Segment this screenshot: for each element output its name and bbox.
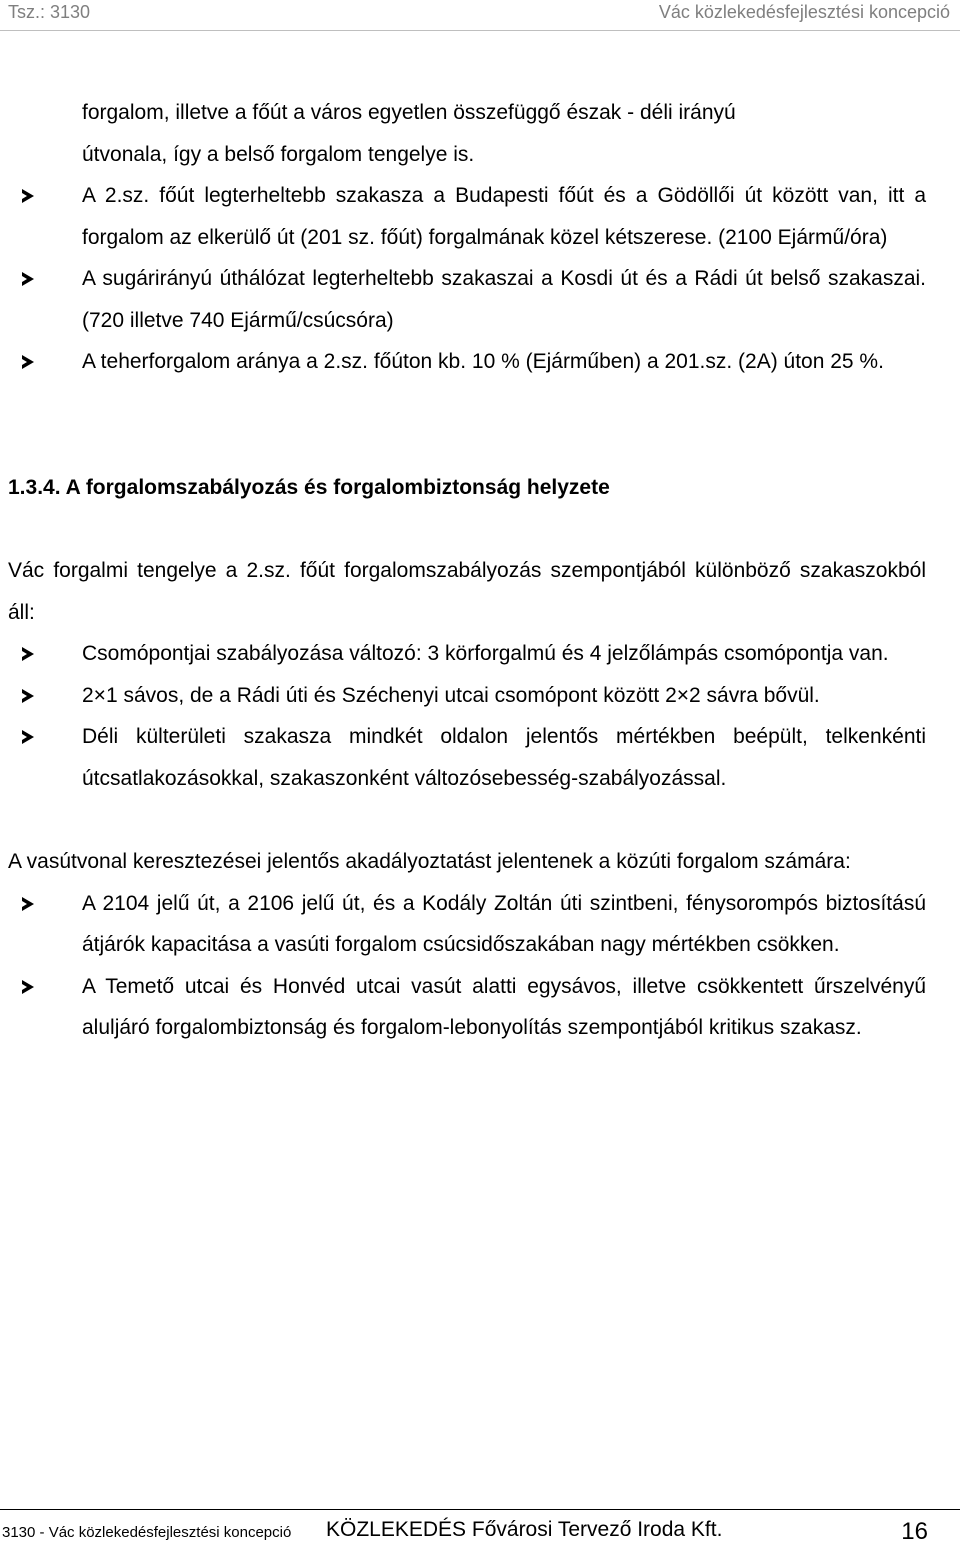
arrow-bullet-icon — [22, 647, 34, 661]
bullet-item — [8, 675, 926, 717]
continued-text-line: forgalom, illetve a főút a város egyetlen összefüggő észak - déli irányú — [82, 101, 736, 124]
bullet-text: A Temető utcai és Honvéd utcai vasút alatti egysávos, illetve csökkentett űrszelvényű aluljáró forgalombiztonság és forgalom-lebonyolítás szempontjából kritikus szakasz. — [82, 974, 926, 1039]
bullet-item — [8, 258, 926, 341]
document-body — [8, 92, 926, 1049]
bullet-item — [8, 716, 926, 799]
spacer — [8, 799, 926, 841]
page-footer — [0, 1515, 960, 1545]
header-doc-title: Vác közlekedésfejlesztési koncepció — [658, 2, 950, 22]
bullet-item — [8, 883, 926, 966]
spacer — [8, 383, 926, 467]
bullet-text: Déli külterületi szakasza mindkét oldalon jelentős mértékben beépült, telkenkénti útcsatlakozásokkal, szakaszonként változósebesség-szabályozással. — [82, 725, 926, 790]
section-heading: 1.3.4. A forgalomszabályozás és forgalombiztonság helyzete — [8, 475, 610, 499]
paragraph: A vasútvonal keresztezései jelentős akadályoztatást jelentenek a közúti forgalom számára: — [8, 850, 851, 873]
arrow-bullet-icon — [22, 689, 34, 703]
footer-doc-title: 3130 - Vác közlekedésfejlesztési koncepció — [2, 1524, 292, 1541]
spacer — [8, 508, 926, 550]
bullet-text: A 2104 jelű út, a 2106 jelű út, és a Kodály Zoltán úti szintbeni, fénysorompós biztosítású átjárók kapacitása a vasúti forgalom csúcsidőszakában nagy mértékben csökken. — [82, 891, 926, 956]
header-doc-number: Tsz.: 3130 — [8, 2, 91, 22]
bullet-text: Csomópontjai szabályozása változó: 3 körforgalmú és 4 jelzőlámpás csomópontja van. — [82, 642, 889, 665]
arrow-bullet-icon — [22, 730, 34, 744]
bullet-text: A teherforgalom aránya a 2.sz. főúton kb. 10 % (Ejárműben) a 201.sz. (2A) úton 25 %. — [82, 350, 884, 373]
page-header — [0, 0, 960, 28]
bullet-text: 2×1 sávos, de a Rádi úti és Széchenyi utcai csomópont között 2×2 sávra bővül. — [82, 683, 820, 707]
footer-company: KÖZLEKEDÉS Fővárosi Tervező Iroda Kft. — [326, 1518, 723, 1541]
arrow-bullet-icon — [22, 980, 34, 994]
bullet-item — [8, 966, 926, 1049]
bullet-text: A sugárirányú úthálózat legterheltebb szakaszai a Kosdi út és a Rádi út belső szakaszai. (720 illetve 740 Ejármű/csúcsóra) — [82, 267, 926, 332]
arrow-bullet-icon — [22, 272, 34, 286]
header-divider — [0, 30, 960, 31]
bullet-text: A 2.sz. főút legterheltebb szakasza a Budapesti főút és a Gödöllői út között van, itt a forgalom az elkerülő út (201 sz. főút) forgalmának közel kétszerese. (2100 Ejármű/óra) — [82, 184, 926, 249]
bullet-item — [8, 633, 926, 675]
paragraph: Vác forgalmi tengelye a 2.sz. főút forgalomszabályozás szempontjából különböző szakaszokból áll: — [8, 559, 926, 624]
bullet-item — [8, 175, 926, 258]
footer-divider — [0, 1509, 960, 1510]
page-number: 16 — [901, 1518, 928, 1545]
continued-text-line: útvonala, így a belső forgalom tengelye is. — [82, 142, 475, 166]
arrow-bullet-icon — [22, 189, 34, 203]
arrow-bullet-icon — [22, 355, 34, 369]
arrow-bullet-icon — [22, 897, 34, 911]
bullet-item — [8, 341, 926, 383]
